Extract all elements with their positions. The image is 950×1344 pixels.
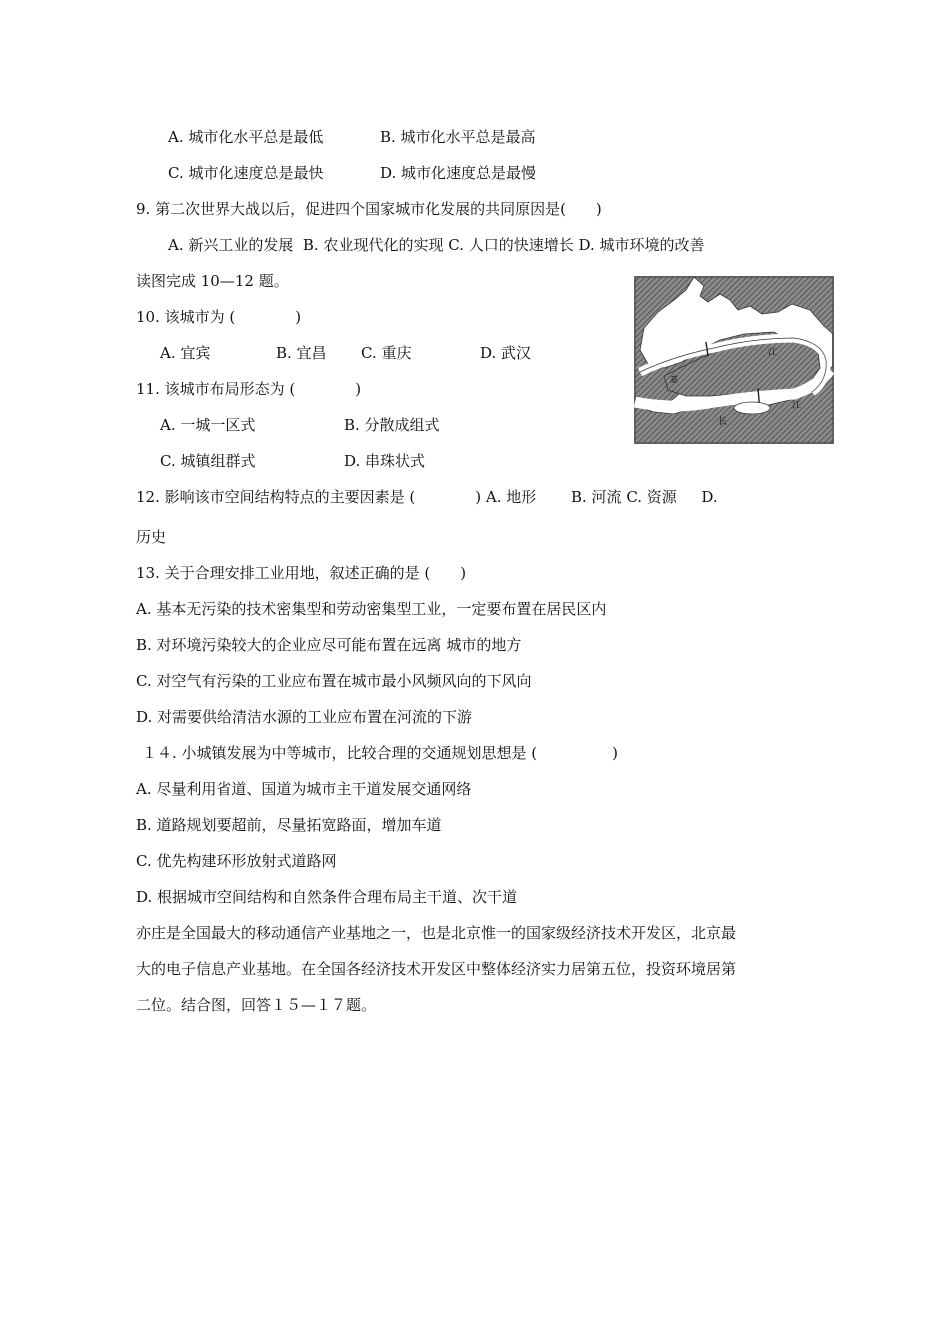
q13-stem: 13. 关于合理安排工业用地，叙述正确的是 ( ) <box>136 564 467 582</box>
q14-option-b: B. 道路规划要超前，尽量拓宽路面，增加车道 <box>136 816 442 834</box>
q11-option-a: A. 一城一区式 <box>160 416 256 434</box>
map-label-chang: 长 <box>718 417 728 427</box>
q10-option-a: A. 宜宾 <box>160 344 211 362</box>
q14-option-a: A. 尽量利用省道、国道为城市主干道发展交通网络 <box>136 780 472 798</box>
q8-option-b: B. 城市化水平总是最高 <box>380 128 536 146</box>
q8-option-a: A. 城市化水平总是最低 <box>168 128 324 146</box>
q9-options: A. 新兴工业的发展 B. 农业现代化的实现 C. 人口的快速增长 D. 城市环境的改善 <box>168 236 705 254</box>
q13-option-b: B. 对环境污染较大的企业应尽可能布置在远离 城市的地方 <box>136 636 522 654</box>
map-label-jiang-2: 江 <box>792 401 802 411</box>
q13-option-d: D. 对需要供给清洁水源的工业应布置在河流的下游 <box>136 708 473 726</box>
q14-option-d: D. 根据城市空间结构和自然条件合理布局主干道、次干道 <box>136 888 518 906</box>
q8-option-c: C. 城市化速度总是最快 <box>168 164 324 182</box>
map-label-jia: 嘉 <box>670 375 678 384</box>
city-map-figure <box>634 276 834 444</box>
q14-stem: １４. 小城镇发展为中等城市，比较合理的交通规划思想是 ( ) <box>142 744 619 762</box>
q10-option-c: C. 重庆 <box>361 344 412 362</box>
q13-option-a: A. 基本无污染的技术密集型和劳动密集型工业，一定要布置在居民区内 <box>136 600 607 618</box>
q11-option-c: C. 城镇组群式 <box>160 452 256 470</box>
q11-option-d: D. 串珠状式 <box>344 452 426 470</box>
q8-option-d: D. 城市化速度总是最慢 <box>380 164 537 182</box>
passage-line-2: 大的电子信息产业基地。在全国各经济技术开发区中整体经济实力居第五位，投资环境居第 <box>136 960 737 978</box>
q10-option-d: D. 武汉 <box>480 344 532 362</box>
q10-stem: 10. 该城市为 ( ) <box>136 308 302 326</box>
q13-option-c: C. 对空气有污染的工业应布置在城市最小风频风向的下风向 <box>136 672 532 690</box>
q10-option-b: B. 宜昌 <box>276 344 327 362</box>
passage-line-1: 亦庄是全国最大的移动通信产业基地之一，也是北京惟一的国家级经济技术开发区，北京最 <box>136 924 737 942</box>
q11-stem: 11. 该城市布局形态为 ( ) <box>136 380 362 398</box>
map-island <box>734 402 770 414</box>
q12-continuation: 历史 <box>136 528 167 546</box>
q14-option-c: C. 优先构建环形放射式道路网 <box>136 852 337 870</box>
map-label-jiang-1: 江 <box>768 348 778 358</box>
passage-line-3: 二位。结合图，回答１５—１７题。 <box>136 996 377 1014</box>
q9-stem: 9. 第二次世界大战以后，促进四个国家城市化发展的共同原因是( ) <box>136 200 602 218</box>
q11-option-b: B. 分散成组式 <box>344 416 440 434</box>
intro-10-12: 读图完成 10—12 题。 <box>136 272 289 290</box>
q12-stem: 12. 影响该市空间结构特点的主要因素是 ( ) A. 地形 B. 河流 C. 资源 D. <box>136 488 718 506</box>
